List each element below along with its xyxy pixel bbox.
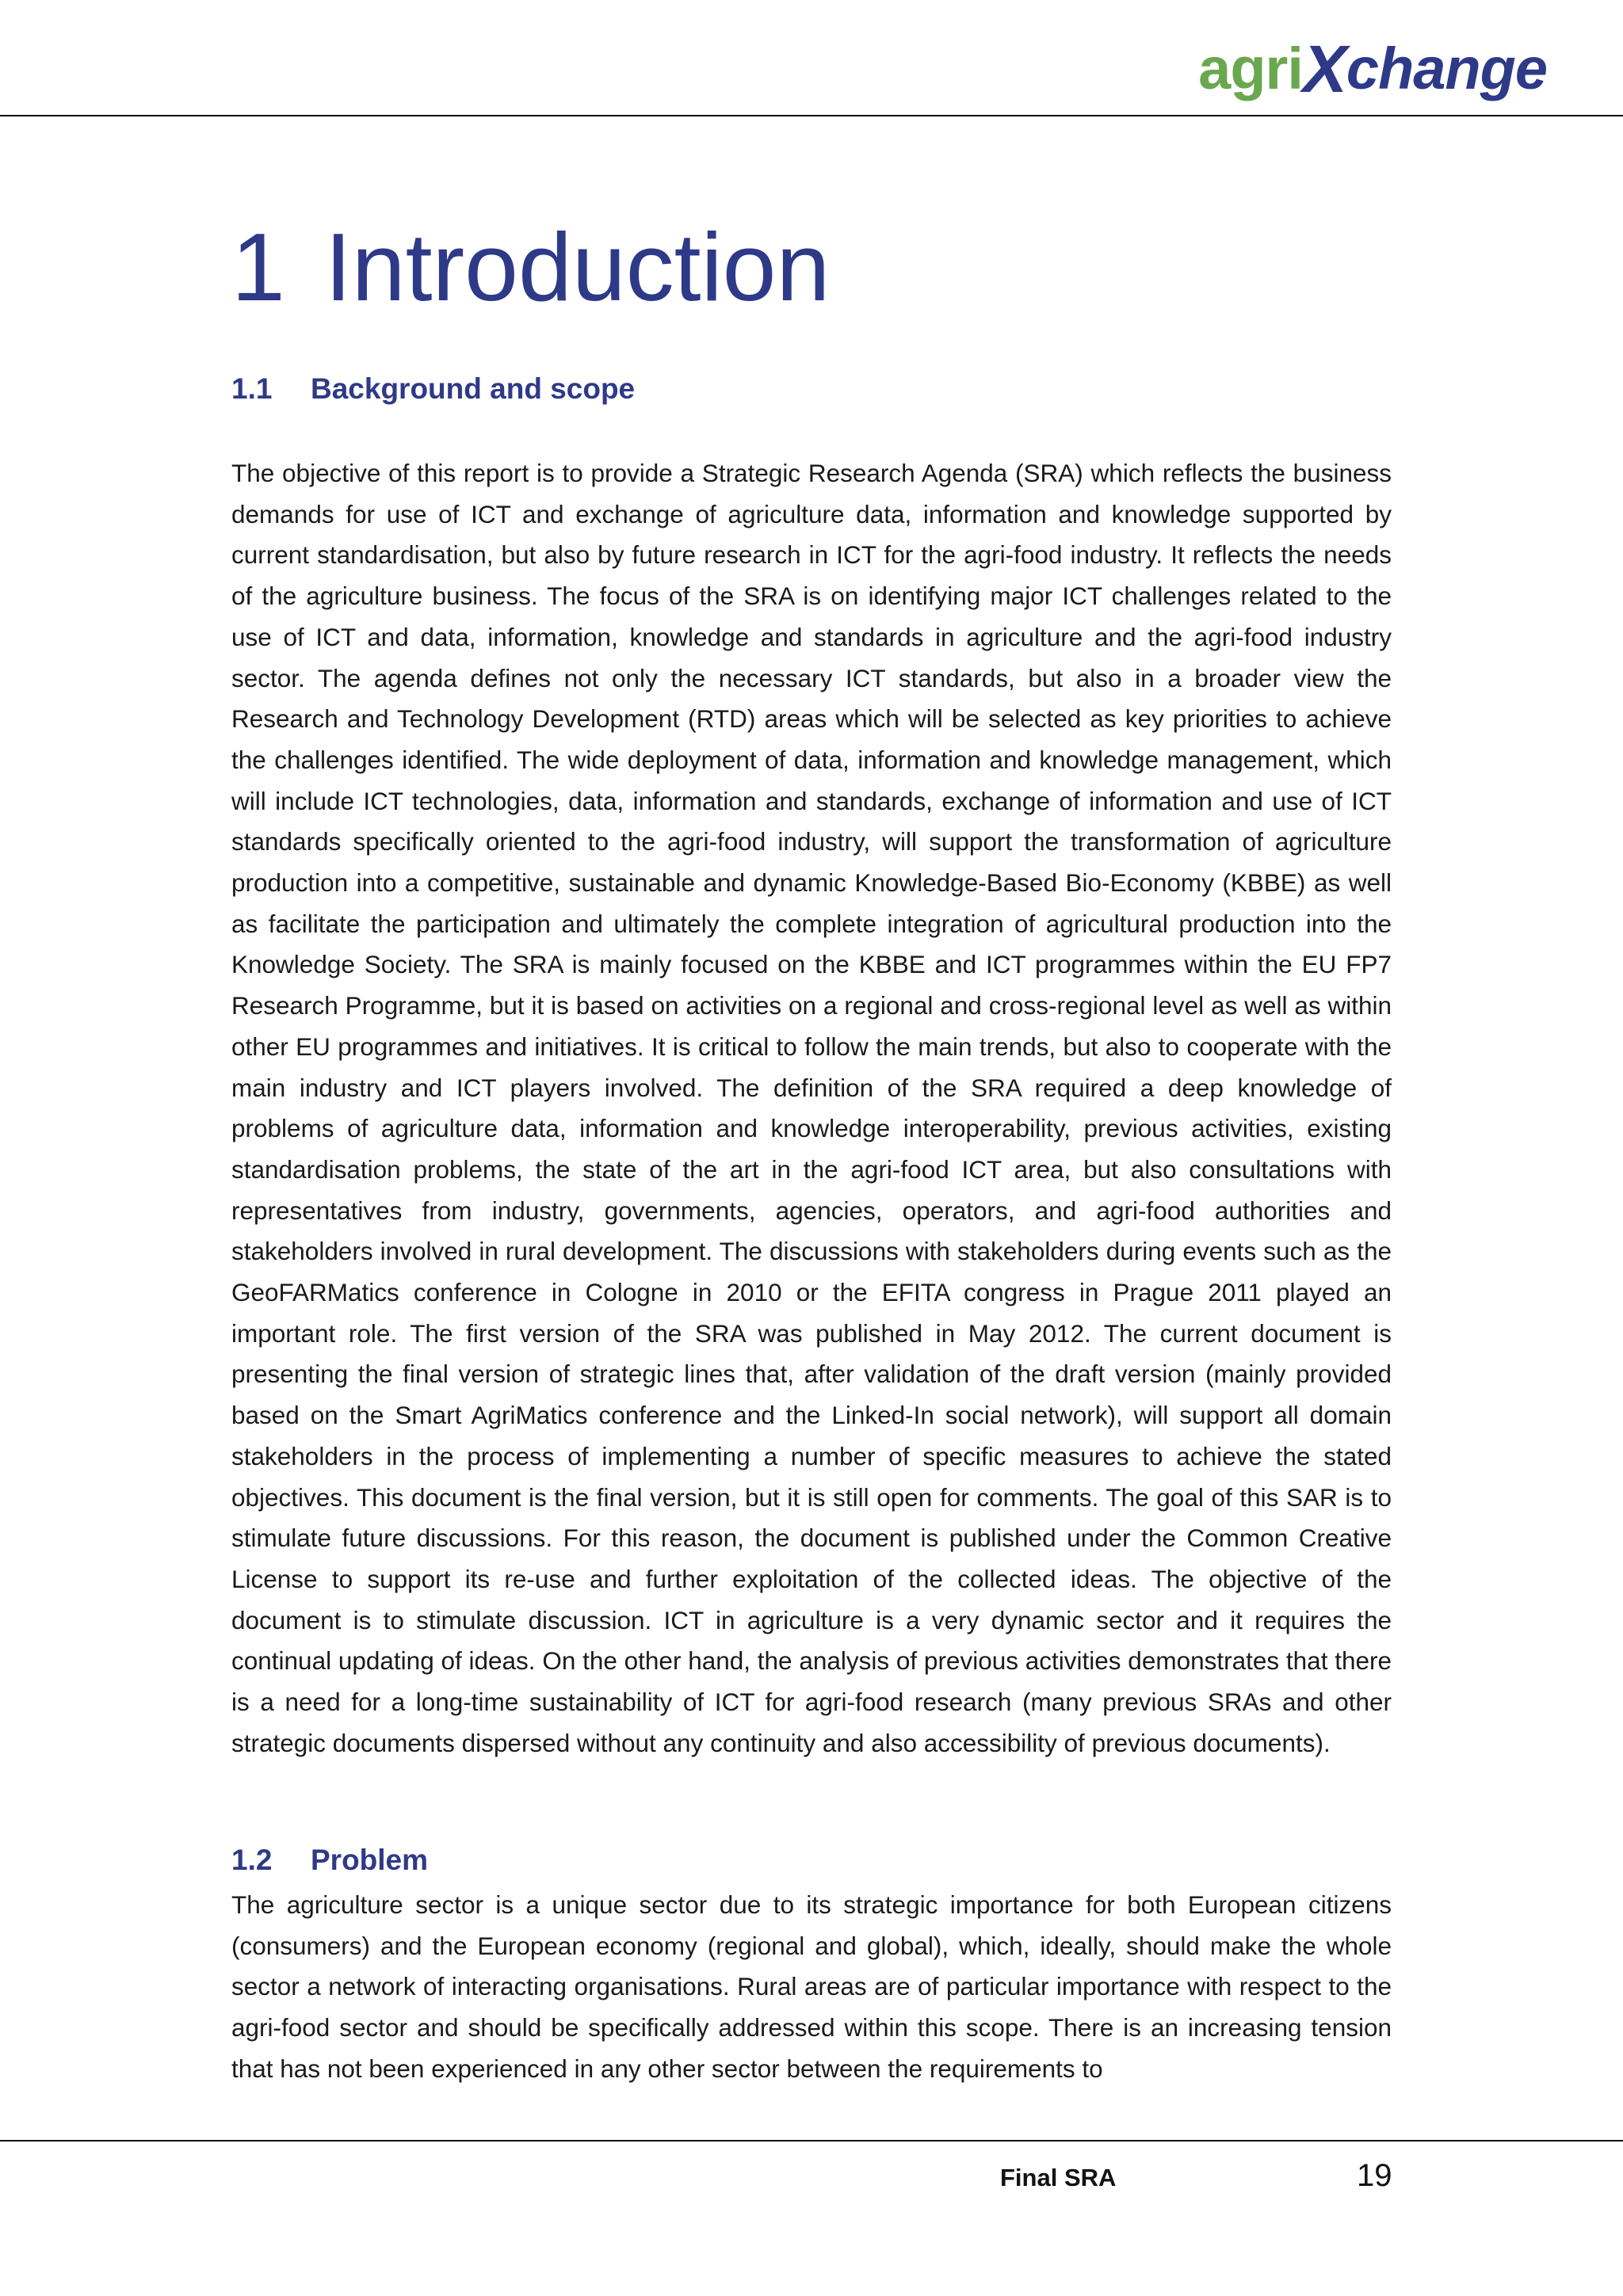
footer-document-label: Final SRA bbox=[1000, 2164, 1117, 2191]
chapter-title bbox=[231, 214, 830, 320]
header-rule bbox=[0, 115, 1623, 116]
section-heading-problem bbox=[231, 1844, 428, 1877]
logo-change-text: change bbox=[1346, 36, 1547, 101]
section-title: Problem bbox=[311, 1844, 429, 1876]
section-number: 1.2 bbox=[231, 1844, 273, 1876]
chapter-title-text: Introduction bbox=[324, 213, 831, 321]
section-number: 1.1 bbox=[231, 372, 273, 405]
section-body-background: The objective of this report is to provide a Strategic Research Agenda (SRA) which reflects the business demands for use of ICT and exchange of agriculture data, information and knowledge supported by current standardisation, but also by future research in ICT for the agri-food industry. It reflects the needs of the agriculture business. The focus of the SRA is on identifying major ICT challenges related to the use of ICT and data, information, knowledge and standards in agriculture and the agri-food industry sector. The agenda defines not only the necessary ICT standards, but also in a broader view the Research and Technology Development (RTD) areas which will be selected as key priorities to achieve the challenges identified. The wide deployment of data, information and knowledge management, which will include ICT technologies, data, information and standards, exchange of information and use of ICT standards specifically oriented to the agri-food industry, will support the transformation of agriculture production into a competitive, sustainable and dynamic Knowledge-Based Bio-Economy (KBBE) as well as facilitate the participation and ultimately the complete integration of agricultural production into the Knowledge Society. The SRA is mainly focused on the KBBE and ICT programmes within the EU FP7 Research Programme, but it is based on activities on a regional and cross-regional level as well as within other EU programmes and initiatives. It is critical to follow the main trends, but also to cooperate with the main industry and ICT players involved. The definition of the SRA required a deep knowledge of problems of agriculture data, information and knowledge interoperability, previous activities, existing standardisation problems, the state of the art in the agri-food ICT area, but also consultations with representatives from industry, governments, agencies, operators, and agri-food authorities and stakeholders involved in rural development. The discussions with stakeholders during events such as the GeoFARMatics conference in Cologne in 2010 or the EFITA congress in Prague 2011 played an important role. The first version of the SRA was published in May 2012. The current document is presenting the final version of strategic lines that, after validation of the draft version (mainly provided based on the Smart AgriMatics conference and the Linked-In social network), will support all domain stakeholders in the process of implementing a number of specific measures to achieve the stated objectives. This document is the final version, but it is still open for comments. The goal of this SAR is to stimulate future discussions. For this reason, the document is published under the Common Creative License to support its re-use and further exploitation of the collected ideas. The objective of the document is to stimulate discussion. ICT in agriculture is a very dynamic sector and it requires the continual updating of ideas. On the other hand, the analysis of previous activities demonstrates that there is a need for a long-time sustainability of ICT for agri-food research (many previous SRAs and other strategic documents dispersed without any continuity and also accessibility of previous documents). bbox=[231, 459, 1392, 1757]
logo-x-text: X bbox=[1302, 32, 1346, 106]
chapter-number: 1 bbox=[231, 213, 285, 321]
footer-rule bbox=[0, 2140, 1623, 2142]
section-title: Background and scope bbox=[311, 372, 636, 405]
agrixchange-logo bbox=[1198, 33, 1547, 105]
page-number: 19 bbox=[1357, 2158, 1392, 2193]
logo-agri-text: agri bbox=[1198, 36, 1303, 101]
section-heading-background bbox=[231, 372, 635, 406]
section-body-problem: The agriculture sector is a unique sector due to its strategic importance for both European citizens (consumers) and the European economy (regional and global), which, ideally, should make the whole sector a network of interacting organisations. Rural areas are of particular importance with respect to the agri-food sector and should be specifically addressed within this scope. There is an increasing tension that has not been experienced in any other sector between the requirements to bbox=[231, 1890, 1392, 2083]
